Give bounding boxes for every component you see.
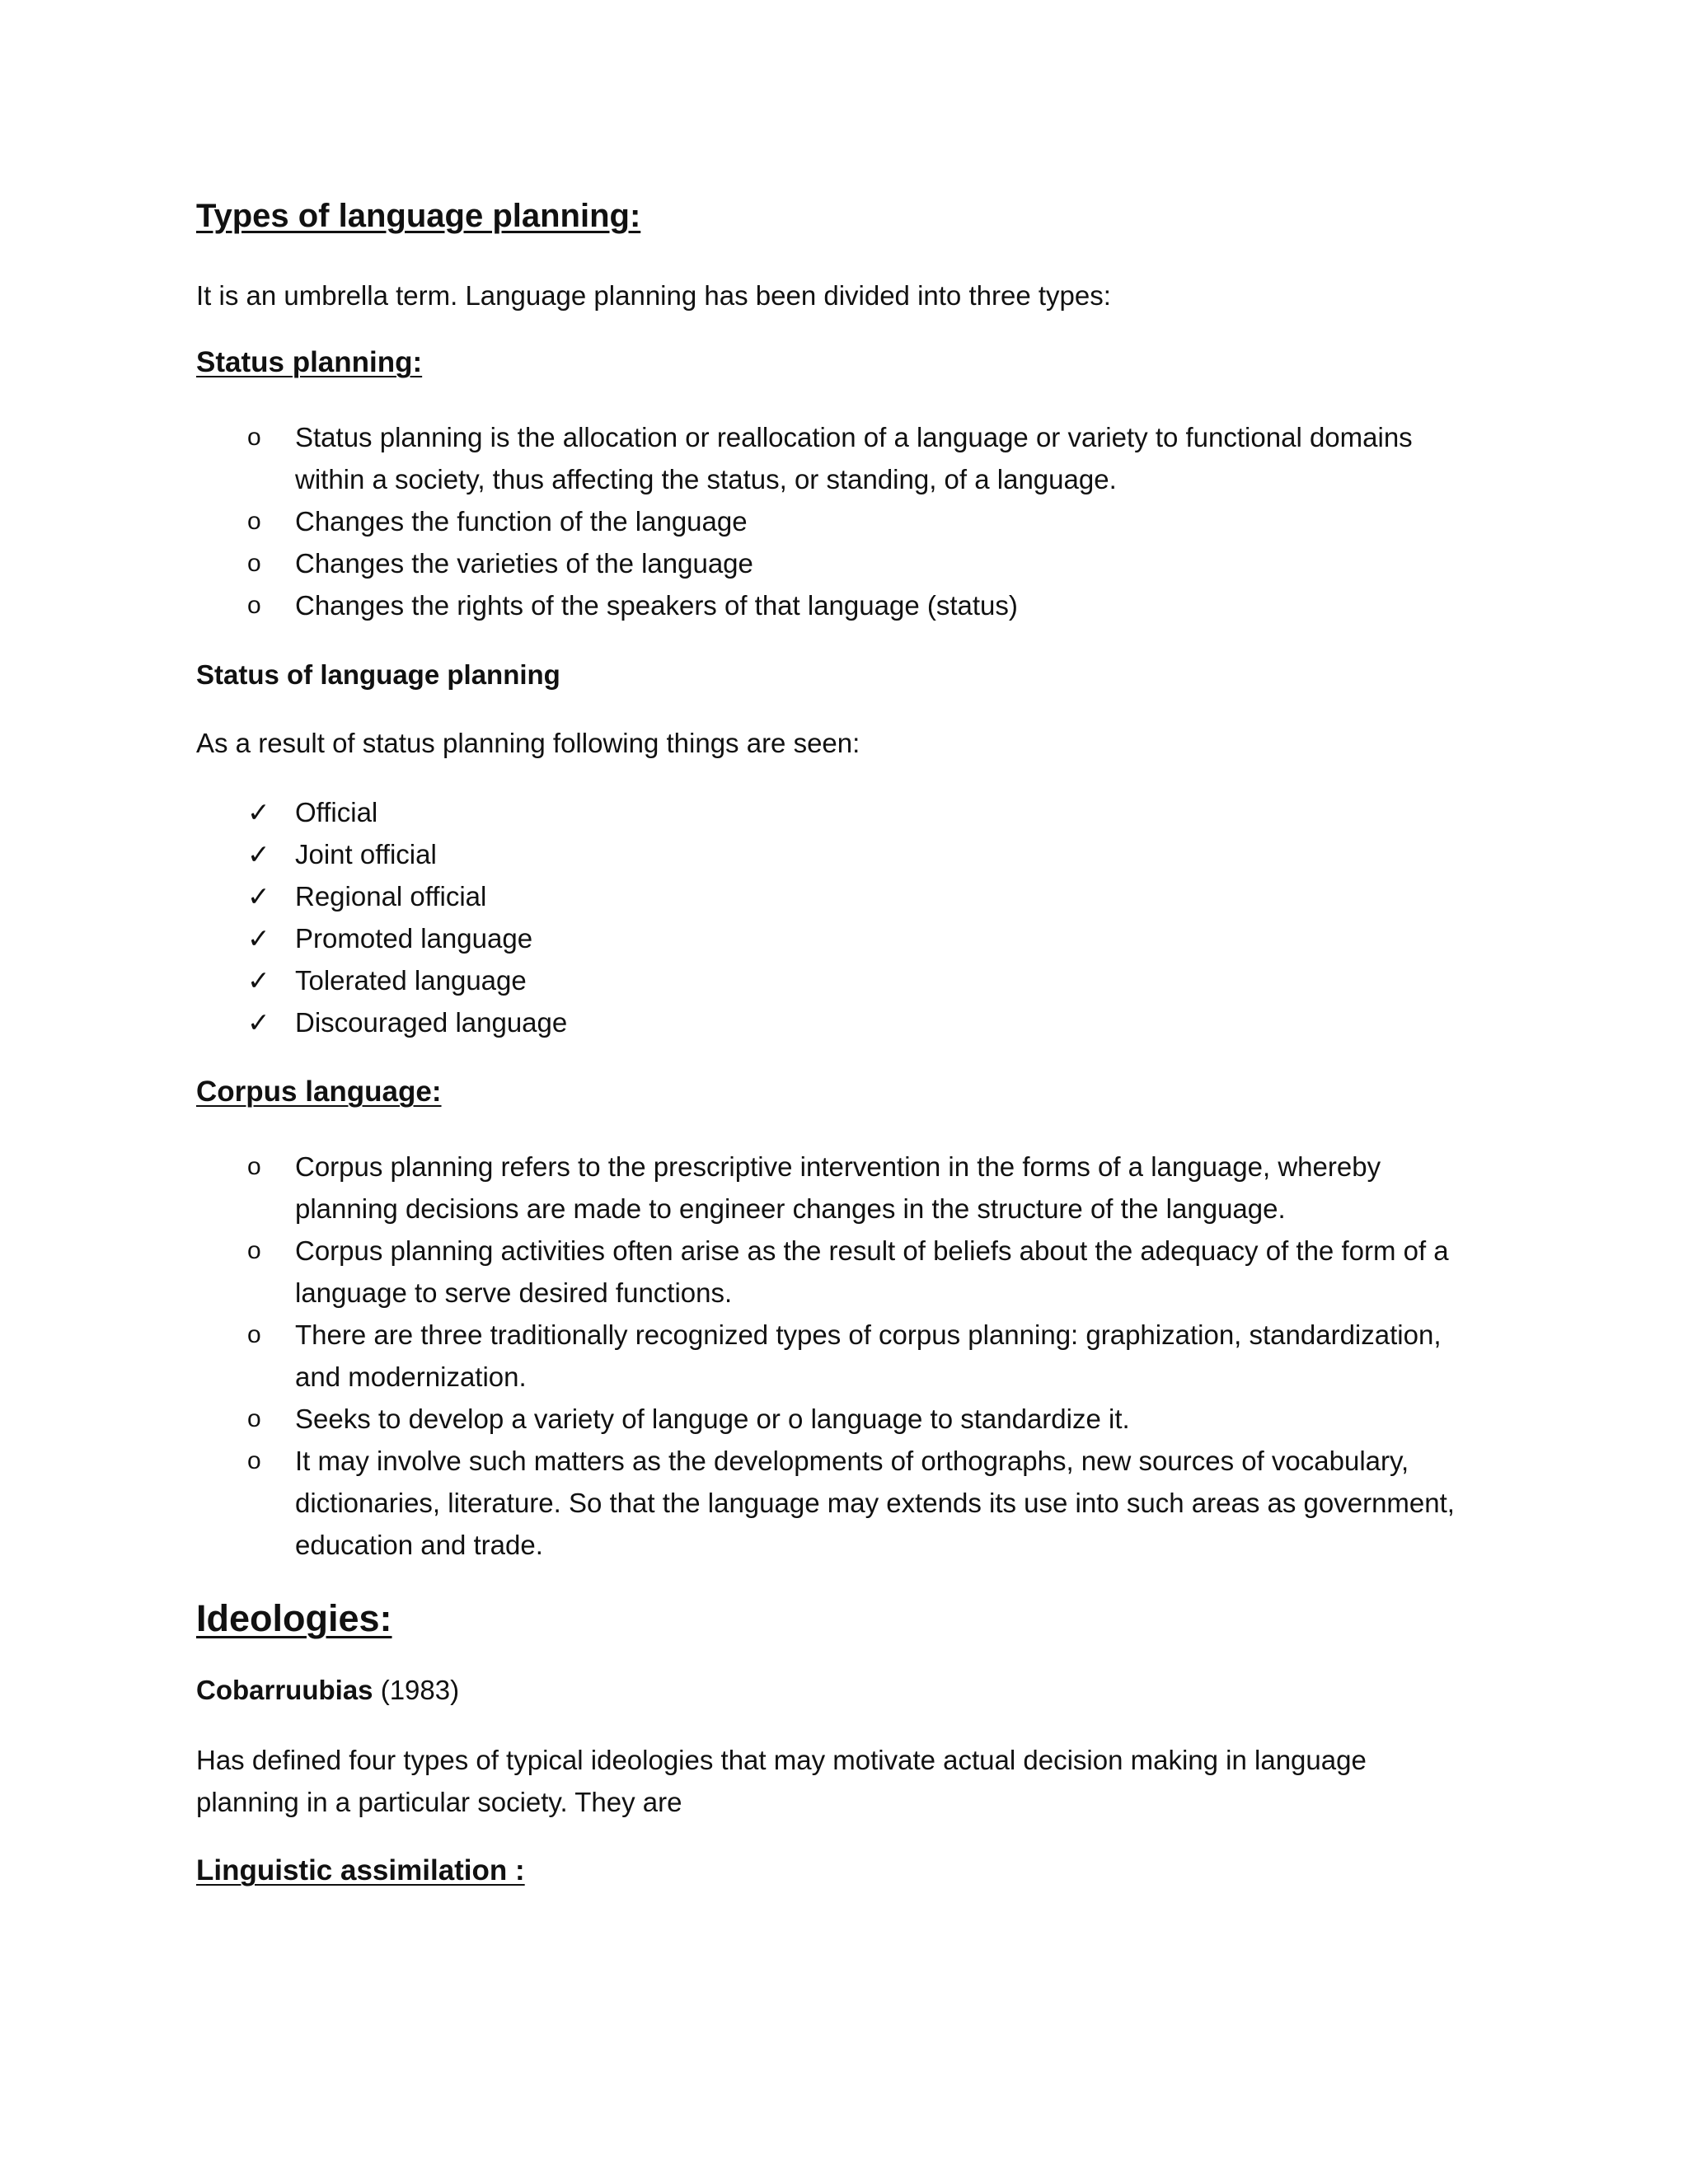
list-item: [0, 1230, 1474, 1314]
list-item-text: Promoted language: [295, 923, 533, 954]
checkmark-icon: ✓: [247, 1007, 270, 1038]
checkmark-icon: ✓: [247, 839, 270, 869]
heading-types-of-language-planning: Types of language planning:: [196, 198, 641, 234]
ideologies-citation: [196, 1669, 459, 1711]
list-item-text: Corpus planning refers to the prescriptive intervention in the forms of a language, whereby planning decisions are made to engineer changes in the structure of the language.: [295, 1151, 1381, 1224]
list-item: [0, 875, 1490, 917]
heading-status-of-language-planning: Status of language planning: [196, 659, 560, 690]
list-item-text: Changes the varieties of the language: [295, 548, 753, 579]
list-item-text: Regional official: [295, 881, 487, 912]
list-item-text: Changes the function of the language: [295, 506, 748, 537]
list-item: [0, 959, 1490, 1001]
list-item: [0, 1001, 1490, 1043]
bullet-icon: o: [247, 424, 261, 451]
list-item: [0, 917, 1490, 959]
heading-ideologies: Ideologies:: [196, 1597, 392, 1639]
bullet-icon: o: [247, 1447, 261, 1474]
citation-year: (1983): [373, 1675, 460, 1705]
list-item-text: Seeks to develop a variety of languge or o language to standardize it.: [295, 1404, 1130, 1434]
intro-paragraph: It is an umbrella term. Language planning has been divided into three types:: [196, 280, 1111, 311]
list-item: [0, 833, 1490, 875]
bullet-icon: o: [247, 508, 261, 535]
list-item-text: Joint official: [295, 839, 437, 869]
bullet-icon: o: [247, 1405, 261, 1432]
list-item: [0, 1314, 1490, 1398]
list-item: [0, 416, 1449, 500]
list-item-text: Changes the rights of the speakers of that language (status): [295, 590, 1018, 621]
checkmark-icon: ✓: [247, 965, 270, 996]
status-result-paragraph: As a result of status planning following things are seen:: [196, 728, 860, 758]
heading-corpus-language: Corpus language:: [196, 1076, 442, 1108]
ideologies-paragraph: Has defined four types of typical ideologies that may motivate actual decision making in language planning in a particular society. They are: [196, 1745, 1367, 1817]
checkmark-icon: ✓: [247, 881, 270, 912]
list-item: [0, 542, 1490, 584]
list-item-text: Corpus planning activities often arise as the result of beliefs about the adequacy of the form of a language to serve desired functions.: [295, 1235, 1449, 1308]
bullet-icon: o: [247, 550, 261, 577]
list-item: [0, 500, 1490, 542]
bullet-icon: o: [247, 1153, 261, 1180]
heading-linguistic-assimilation: Linguistic assimilation :: [196, 1854, 525, 1886]
bullet-icon: o: [247, 1321, 261, 1348]
list-item: [0, 791, 1490, 833]
list-item-text: Discouraged language: [295, 1007, 568, 1038]
list-item-text: Status planning is the allocation or reallocation of a language or variety to functional domains within a society, thus affecting the status, or standing, of a language.: [295, 422, 1413, 494]
list-item-text: There are three traditionally recognized types of corpus planning: graphization, standardization, and modernization.: [295, 1319, 1442, 1392]
status-planning-list: [0, 416, 1490, 626]
list-item: [0, 584, 1490, 626]
bullet-icon: o: [247, 1237, 261, 1264]
list-item-text: Tolerated language: [295, 965, 527, 996]
status-outcomes-checklist: [0, 791, 1490, 1043]
list-item-text: Official: [295, 797, 378, 827]
list-item: [0, 1146, 1474, 1230]
list-item: [0, 1440, 1490, 1566]
bullet-icon: o: [247, 592, 261, 619]
citation-author: Cobarruubias: [196, 1675, 373, 1705]
checkmark-icon: ✓: [247, 923, 270, 954]
list-item-text: It may involve such matters as the developments of orthographs, new sources of vocabulary, dictionaries, literature. So that the language may extends its use into such areas as government, education and trade.: [295, 1446, 1455, 1560]
list-item: [0, 1398, 1490, 1440]
corpus-language-list: [0, 1146, 1490, 1566]
checkmark-icon: ✓: [247, 797, 270, 827]
heading-status-planning: Status planning:: [196, 346, 423, 378]
